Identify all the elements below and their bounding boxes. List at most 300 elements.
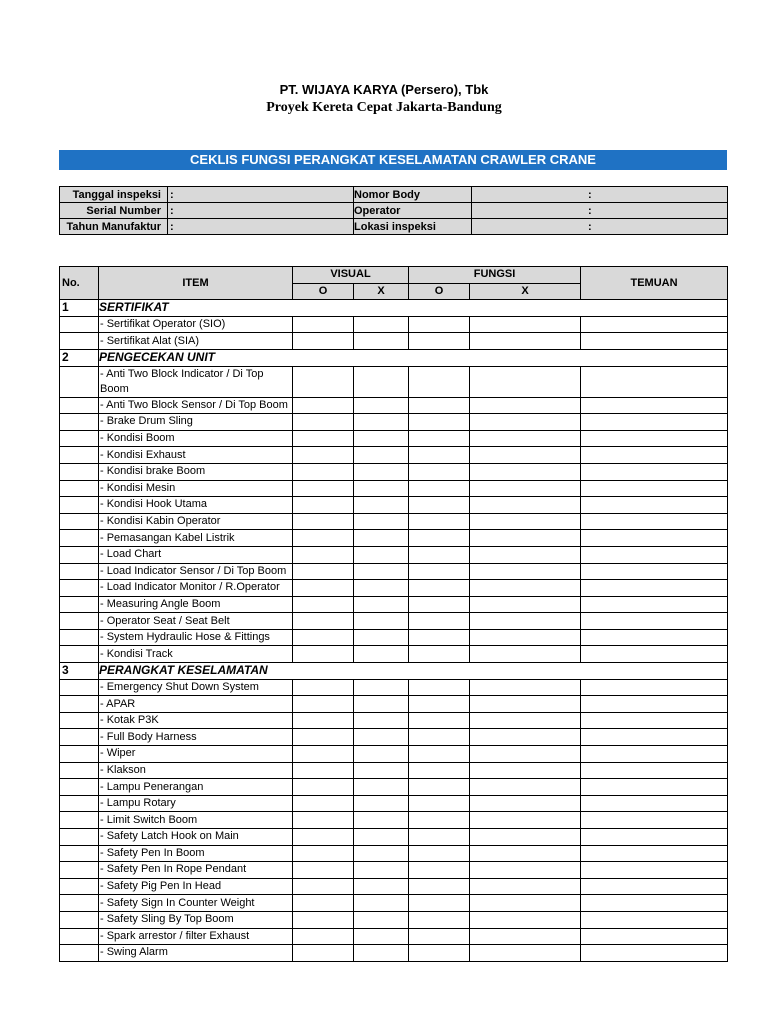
fungsi-o-cell[interactable]: [409, 895, 470, 912]
visual-x-cell[interactable]: [354, 563, 409, 580]
visual-o-cell[interactable]: [293, 712, 354, 729]
visual-x-cell[interactable]: [354, 878, 409, 895]
visual-x-cell[interactable]: [354, 430, 409, 447]
visual-x-cell[interactable]: [354, 928, 409, 945]
item-label: - Kondisi Mesin: [99, 480, 293, 497]
checklist-row: [60, 762, 728, 779]
fungsi-x-cell[interactable]: [470, 812, 581, 829]
row-number-cell: [60, 729, 99, 746]
section-title: PERANGKAT KESELAMATAN: [99, 663, 728, 680]
visual-x-cell[interactable]: [354, 333, 409, 350]
row-number-cell: [60, 497, 99, 514]
visual-x-cell[interactable]: [354, 795, 409, 812]
fungsi-x-cell[interactable]: [470, 463, 581, 480]
fungsi-o-cell[interactable]: [409, 762, 470, 779]
visual-x-cell[interactable]: [354, 862, 409, 879]
visual-o-cell[interactable]: [293, 613, 354, 630]
fungsi-x-cell[interactable]: [470, 646, 581, 663]
temuan-cell[interactable]: [581, 580, 728, 597]
section-row: [60, 349, 728, 366]
checklist-row: [60, 366, 728, 397]
row-number-cell: [60, 762, 99, 779]
fungsi-x-cell[interactable]: [470, 746, 581, 763]
visual-x-cell[interactable]: [354, 729, 409, 746]
row-number-cell: [60, 845, 99, 862]
visual-x-cell[interactable]: [354, 546, 409, 563]
visual-o-cell[interactable]: [293, 530, 354, 547]
temuan-cell[interactable]: [581, 316, 728, 333]
row-number-cell: [60, 613, 99, 630]
checklist-row: [60, 316, 728, 333]
row-number-cell: [60, 945, 99, 962]
fungsi-o-cell[interactable]: [409, 463, 470, 480]
fungsi-o-cell[interactable]: [409, 333, 470, 350]
item-label: - Operator Seat / Seat Belt: [99, 613, 293, 630]
temuan-cell[interactable]: [581, 463, 728, 480]
temuan-cell[interactable]: [581, 679, 728, 696]
header-visual-x: X: [354, 283, 409, 300]
fungsi-x-cell[interactable]: [470, 563, 581, 580]
item-label: - Load Chart: [99, 546, 293, 563]
visual-o-cell[interactable]: [293, 679, 354, 696]
temuan-cell[interactable]: [581, 629, 728, 646]
fungsi-o-cell[interactable]: [409, 928, 470, 945]
fungsi-x-cell[interactable]: [470, 497, 581, 514]
visual-x-cell[interactable]: [354, 580, 409, 597]
fungsi-o-cell[interactable]: [409, 430, 470, 447]
item-label: - Measuring Angle Boom: [99, 596, 293, 613]
row-number-cell: [60, 829, 99, 846]
checklist-row: [60, 333, 728, 350]
info-label: Tahun Manufaktur: [60, 219, 168, 235]
visual-x-cell[interactable]: [354, 911, 409, 928]
item-label: - Safety Pen In Boom: [99, 845, 293, 862]
visual-o-cell[interactable]: [293, 430, 354, 447]
visual-o-cell[interactable]: [293, 845, 354, 862]
section-title: SERTIFIKAT: [99, 300, 728, 317]
checklist-row: [60, 862, 728, 879]
visual-o-cell[interactable]: [293, 945, 354, 962]
temuan-cell[interactable]: [581, 366, 728, 397]
document-title: CEKLIS FUNGSI PERANGKAT KESELAMATAN CRAWLER CRANE: [59, 150, 727, 170]
item-label: - APAR: [99, 696, 293, 713]
fungsi-o-cell[interactable]: [409, 646, 470, 663]
item-label: - Brake Drum Sling: [99, 414, 293, 431]
temuan-cell[interactable]: [581, 795, 728, 812]
fungsi-o-cell[interactable]: [409, 862, 470, 879]
temuan-cell[interactable]: [581, 447, 728, 464]
info-value-field[interactable]: :: [168, 219, 354, 235]
row-number-cell: [60, 928, 99, 945]
visual-x-cell[interactable]: [354, 746, 409, 763]
temuan-cell[interactable]: [581, 696, 728, 713]
item-label: - Wiper: [99, 746, 293, 763]
item-label: - Sertifikat Alat (SIA): [99, 333, 293, 350]
fungsi-x-cell[interactable]: [470, 613, 581, 630]
item-label: - Limit Switch Boom: [99, 812, 293, 829]
checklist-row: [60, 729, 728, 746]
visual-o-cell[interactable]: [293, 911, 354, 928]
fungsi-o-cell[interactable]: [409, 812, 470, 829]
visual-x-cell[interactable]: [354, 812, 409, 829]
visual-x-cell[interactable]: [354, 613, 409, 630]
visual-o-cell[interactable]: [293, 895, 354, 912]
fungsi-x-cell[interactable]: [470, 513, 581, 530]
visual-o-cell[interactable]: [293, 762, 354, 779]
item-label: - Load Indicator Sensor / Di Top Boom: [99, 563, 293, 580]
row-number-cell: [60, 513, 99, 530]
fungsi-o-cell[interactable]: [409, 447, 470, 464]
temuan-cell[interactable]: [581, 497, 728, 514]
row-number-cell: [60, 414, 99, 431]
row-number-cell: [60, 333, 99, 350]
header-item: ITEM: [99, 267, 293, 300]
temuan-cell[interactable]: [581, 829, 728, 846]
header-fungsi: FUNGSI: [409, 267, 581, 284]
section-number: 1: [60, 300, 99, 317]
visual-x-cell[interactable]: [354, 945, 409, 962]
section-title: PENGECEKAN UNIT: [99, 349, 728, 366]
fungsi-x-cell[interactable]: [470, 829, 581, 846]
section-number: 3: [60, 663, 99, 680]
fungsi-x-cell[interactable]: [470, 316, 581, 333]
checklist-row: [60, 779, 728, 796]
header-fungsi-x: X: [470, 283, 581, 300]
item-label: - Anti Two Block Sensor / Di Top Boom: [99, 397, 293, 414]
fungsi-o-cell[interactable]: [409, 629, 470, 646]
temuan-cell[interactable]: [581, 845, 728, 862]
fungsi-x-cell[interactable]: [470, 729, 581, 746]
fungsi-x-cell[interactable]: [470, 679, 581, 696]
visual-o-cell[interactable]: [293, 580, 354, 597]
fungsi-o-cell[interactable]: [409, 679, 470, 696]
visual-o-cell[interactable]: [293, 596, 354, 613]
item-label: - Pemasangan Kabel Listrik: [99, 530, 293, 547]
visual-o-cell[interactable]: [293, 829, 354, 846]
checklist-row: [60, 530, 728, 547]
fungsi-o-cell[interactable]: [409, 829, 470, 846]
row-number-cell: [60, 696, 99, 713]
visual-x-cell[interactable]: [354, 596, 409, 613]
header-no: No.: [60, 267, 99, 300]
info-value-field[interactable]: :: [472, 203, 728, 219]
visual-o-cell[interactable]: [293, 316, 354, 333]
fungsi-o-cell[interactable]: [409, 530, 470, 547]
temuan-cell[interactable]: [581, 333, 728, 350]
fungsi-o-cell[interactable]: [409, 397, 470, 414]
visual-x-cell[interactable]: [354, 414, 409, 431]
checklist-row: [60, 430, 728, 447]
checklist-row: [60, 845, 728, 862]
info-value-field[interactable]: :: [168, 187, 354, 203]
item-label: - Kondisi Kabin Operator: [99, 513, 293, 530]
row-number-cell: [60, 580, 99, 597]
visual-o-cell[interactable]: [293, 629, 354, 646]
checklist-row: [60, 480, 728, 497]
fungsi-x-cell[interactable]: [470, 945, 581, 962]
item-label: - Kotak P3K: [99, 712, 293, 729]
checklist-row: [60, 895, 728, 912]
section-row: [60, 300, 728, 317]
temuan-cell[interactable]: [581, 862, 728, 879]
visual-x-cell[interactable]: [354, 629, 409, 646]
temuan-cell[interactable]: [581, 596, 728, 613]
fungsi-x-cell[interactable]: [470, 430, 581, 447]
fungsi-x-cell[interactable]: [470, 447, 581, 464]
fungsi-o-cell[interactable]: [409, 497, 470, 514]
fungsi-o-cell[interactable]: [409, 414, 470, 431]
fungsi-o-cell[interactable]: [409, 546, 470, 563]
row-number-cell: [60, 878, 99, 895]
fungsi-x-cell[interactable]: [470, 928, 581, 945]
item-label: - Kondisi Hook Utama: [99, 497, 293, 514]
fungsi-x-cell[interactable]: [470, 895, 581, 912]
fungsi-o-cell[interactable]: [409, 779, 470, 796]
visual-o-cell[interactable]: [293, 513, 354, 530]
temuan-cell[interactable]: [581, 546, 728, 563]
fungsi-o-cell[interactable]: [409, 366, 470, 397]
item-label: - Lampu Rotary: [99, 795, 293, 812]
row-number-cell: [60, 911, 99, 928]
item-label: - Spark arrestor / filter Exhaust: [99, 928, 293, 945]
checklist-row: [60, 397, 728, 414]
fungsi-x-cell[interactable]: [470, 397, 581, 414]
fungsi-o-cell[interactable]: [409, 596, 470, 613]
fungsi-o-cell[interactable]: [409, 613, 470, 630]
fungsi-x-cell[interactable]: [470, 911, 581, 928]
item-label: - Safety Sign In Counter Weight: [99, 895, 293, 912]
info-value-field[interactable]: :: [168, 203, 354, 219]
row-number-cell: [60, 812, 99, 829]
checklist-row: [60, 712, 728, 729]
visual-x-cell[interactable]: [354, 829, 409, 846]
checklist-row: [60, 945, 728, 962]
fungsi-x-cell[interactable]: [470, 580, 581, 597]
visual-o-cell[interactable]: [293, 546, 354, 563]
visual-o-cell[interactable]: [293, 729, 354, 746]
visual-x-cell[interactable]: [354, 845, 409, 862]
fungsi-x-cell[interactable]: [470, 862, 581, 879]
visual-o-cell[interactable]: [293, 480, 354, 497]
item-label: - Kondisi brake Boom: [99, 463, 293, 480]
visual-x-cell[interactable]: [354, 397, 409, 414]
temuan-cell[interactable]: [581, 779, 728, 796]
temuan-cell[interactable]: [581, 430, 728, 447]
section-number: 2: [60, 349, 99, 366]
visual-x-cell[interactable]: [354, 366, 409, 397]
temuan-cell[interactable]: [581, 712, 728, 729]
row-number-cell: [60, 546, 99, 563]
fungsi-x-cell[interactable]: [470, 795, 581, 812]
fungsi-o-cell[interactable]: [409, 712, 470, 729]
visual-o-cell[interactable]: [293, 862, 354, 879]
fungsi-x-cell[interactable]: [470, 712, 581, 729]
visual-o-cell[interactable]: [293, 397, 354, 414]
item-label: - Klakson: [99, 762, 293, 779]
checklist-row: [60, 795, 728, 812]
visual-o-cell[interactable]: [293, 366, 354, 397]
row-number-cell: [60, 795, 99, 812]
info-label: Tanggal inspeksi: [60, 187, 168, 203]
visual-o-cell[interactable]: [293, 447, 354, 464]
visual-o-cell[interactable]: [293, 696, 354, 713]
checklist-row: [60, 812, 728, 829]
row-number-cell: [60, 679, 99, 696]
fungsi-o-cell[interactable]: [409, 729, 470, 746]
fungsi-x-cell[interactable]: [470, 530, 581, 547]
item-label: - Safety Sling By Top Boom: [99, 911, 293, 928]
temuan-cell[interactable]: [581, 895, 728, 912]
visual-x-cell[interactable]: [354, 779, 409, 796]
visual-x-cell[interactable]: [354, 895, 409, 912]
info-value-field[interactable]: :: [472, 219, 728, 235]
fungsi-x-cell[interactable]: [470, 596, 581, 613]
temuan-cell[interactable]: [581, 945, 728, 962]
row-number-cell: [60, 397, 99, 414]
info-row: [60, 219, 728, 235]
temuan-cell[interactable]: [581, 530, 728, 547]
temuan-cell[interactable]: [581, 746, 728, 763]
item-label: - Safety Pig Pen In Head: [99, 878, 293, 895]
checklist-row: [60, 928, 728, 945]
temuan-cell[interactable]: [581, 928, 728, 945]
item-label: - System Hydraulic Hose & Fittings: [99, 629, 293, 646]
visual-o-cell[interactable]: [293, 646, 354, 663]
fungsi-o-cell[interactable]: [409, 945, 470, 962]
row-number-cell: [60, 629, 99, 646]
fungsi-x-cell[interactable]: [470, 480, 581, 497]
fungsi-o-cell[interactable]: [409, 878, 470, 895]
visual-o-cell[interactable]: [293, 746, 354, 763]
temuan-cell[interactable]: [581, 563, 728, 580]
item-label: - Safety Pen In Rope Pendant: [99, 862, 293, 879]
fungsi-x-cell[interactable]: [470, 845, 581, 862]
row-number-cell: [60, 430, 99, 447]
header-visual: VISUAL: [293, 267, 409, 284]
fungsi-o-cell[interactable]: [409, 480, 470, 497]
header-visual-o: O: [293, 283, 354, 300]
info-row: [60, 203, 728, 219]
visual-o-cell[interactable]: [293, 878, 354, 895]
visual-o-cell[interactable]: [293, 333, 354, 350]
temuan-cell[interactable]: [581, 812, 728, 829]
visual-o-cell[interactable]: [293, 563, 354, 580]
checklist-row: [60, 696, 728, 713]
checklist-row: [60, 596, 728, 613]
fungsi-x-cell[interactable]: [470, 878, 581, 895]
visual-x-cell[interactable]: [354, 712, 409, 729]
visual-x-cell[interactable]: [354, 480, 409, 497]
visual-o-cell[interactable]: [293, 463, 354, 480]
temuan-cell[interactable]: [581, 729, 728, 746]
checklist-row: [60, 563, 728, 580]
temuan-cell[interactable]: [581, 414, 728, 431]
visual-o-cell[interactable]: [293, 414, 354, 431]
temuan-cell[interactable]: [581, 613, 728, 630]
item-label: - Kondisi Track: [99, 646, 293, 663]
fungsi-x-cell[interactable]: [470, 366, 581, 397]
row-number-cell: [60, 530, 99, 547]
checklist-row: [60, 911, 728, 928]
visual-x-cell[interactable]: [354, 316, 409, 333]
info-label: Lokasi inspeksi: [354, 219, 472, 235]
visual-x-cell[interactable]: [354, 679, 409, 696]
visual-x-cell[interactable]: [354, 646, 409, 663]
fungsi-x-cell[interactable]: [470, 546, 581, 563]
visual-x-cell[interactable]: [354, 463, 409, 480]
temuan-cell[interactable]: [581, 513, 728, 530]
item-label: - Lampu Penerangan: [99, 779, 293, 796]
checklist-row: [60, 546, 728, 563]
row-number-cell: [60, 596, 99, 613]
project-name: Proyek Kereta Cepat Jakarta-Bandung: [266, 100, 502, 115]
fungsi-o-cell[interactable]: [409, 696, 470, 713]
checklist-row: [60, 580, 728, 597]
temuan-cell[interactable]: [581, 878, 728, 895]
visual-x-cell[interactable]: [354, 513, 409, 530]
item-label: - Full Body Harness: [99, 729, 293, 746]
visual-o-cell[interactable]: [293, 779, 354, 796]
info-label: Serial Number: [60, 203, 168, 219]
fungsi-o-cell[interactable]: [409, 316, 470, 333]
fungsi-x-cell[interactable]: [470, 762, 581, 779]
item-label: - Safety Latch Hook on Main: [99, 829, 293, 846]
fungsi-o-cell[interactable]: [409, 580, 470, 597]
fungsi-x-cell[interactable]: [470, 333, 581, 350]
fungsi-o-cell[interactable]: [409, 845, 470, 862]
section-row: [60, 663, 728, 680]
checklist-row: [60, 463, 728, 480]
inspection-info-table: [59, 186, 728, 235]
fungsi-o-cell[interactable]: [409, 911, 470, 928]
fungsi-x-cell[interactable]: [470, 629, 581, 646]
item-label: - Anti Two Block Indicator / Di Top Boom: [99, 366, 293, 397]
visual-x-cell[interactable]: [354, 497, 409, 514]
fungsi-o-cell[interactable]: [409, 563, 470, 580]
item-label: - Kondisi Exhaust: [99, 447, 293, 464]
row-number-cell: [60, 463, 99, 480]
fungsi-x-cell[interactable]: [470, 779, 581, 796]
temuan-cell[interactable]: [581, 762, 728, 779]
fungsi-x-cell[interactable]: [470, 696, 581, 713]
visual-o-cell[interactable]: [293, 928, 354, 945]
visual-x-cell[interactable]: [354, 696, 409, 713]
temuan-cell[interactable]: [581, 911, 728, 928]
item-label: - Swing Alarm: [99, 945, 293, 962]
fungsi-o-cell[interactable]: [409, 746, 470, 763]
temuan-cell[interactable]: [581, 646, 728, 663]
visual-o-cell[interactable]: [293, 812, 354, 829]
fungsi-o-cell[interactable]: [409, 795, 470, 812]
row-number-cell: [60, 480, 99, 497]
info-value-field[interactable]: :: [472, 187, 728, 203]
fungsi-x-cell[interactable]: [470, 414, 581, 431]
visual-x-cell[interactable]: [354, 447, 409, 464]
visual-x-cell[interactable]: [354, 762, 409, 779]
temuan-cell[interactable]: [581, 397, 728, 414]
visual-o-cell[interactable]: [293, 497, 354, 514]
row-number-cell: [60, 316, 99, 333]
temuan-cell[interactable]: [581, 480, 728, 497]
visual-o-cell[interactable]: [293, 795, 354, 812]
fungsi-o-cell[interactable]: [409, 513, 470, 530]
header-temuan: TEMUAN: [581, 267, 728, 300]
checklist-row: [60, 629, 728, 646]
row-number-cell: [60, 895, 99, 912]
visual-x-cell[interactable]: [354, 530, 409, 547]
item-label: - Load Indicator Monitor / R.Operator: [99, 580, 293, 597]
checklist-row: [60, 613, 728, 630]
